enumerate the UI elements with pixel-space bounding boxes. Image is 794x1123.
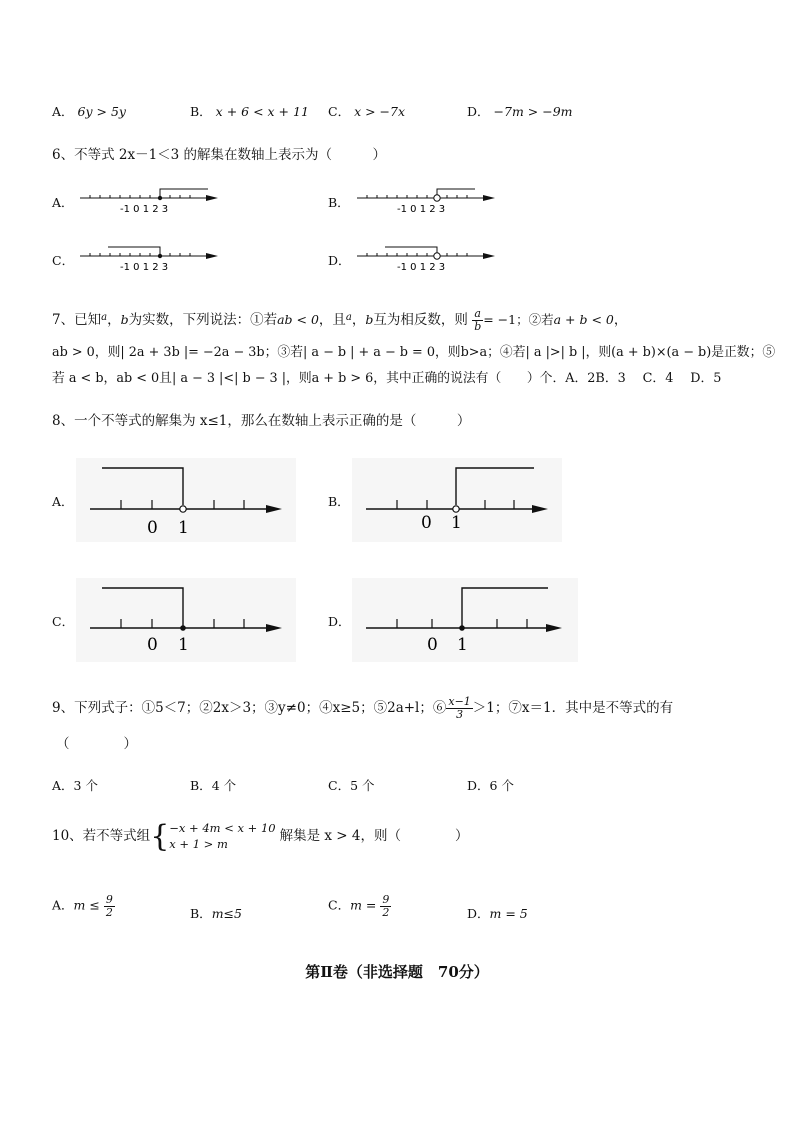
q5-option-b[interactable] [190,102,309,120]
q7-line-1: 7、已知$^a$，b为实数，下列说法：①若ab < 0，且$^a$，b互为相反数，则 $\frac{a}{b}$ = −1；②若a + b < 0， [52,307,628,333]
q9-option-d[interactable]: D．6 个 [467,778,514,793]
option-key: C． [328,104,351,119]
brace-icon: { [150,818,170,854]
q7-line-2: ab > 0，则| 2a + 3b |= −2a − 3b；③若| a − b | + a − b = 0，则b>a；④若| a |>| b |，则(a + b)×(a − b)是正数；⑤ [52,345,776,360]
q7-line-3: 若 a < b，ab < 0且| a − 3 |<| b − 3 |，则a + b > 6，其中正确的说法有（ ）个．A．2B．3 C．4 D．5 [52,371,722,386]
q6-option-b-key[interactable]: B． [328,195,350,210]
q9-option-a[interactable]: A．3 个 [52,778,98,793]
svg-text:1: 1 [451,513,462,533]
tick-labels: -1 0 1 2 3 [397,262,446,273]
q5-option-d[interactable] [467,102,573,120]
q5-option-a[interactable] [52,102,126,120]
q6-number-line-c [78,242,220,274]
q8-figure-d [352,578,578,662]
option-text: x + 6 < x + 11 [215,104,309,119]
q8-figure-a [76,458,296,542]
option-key: B． [190,104,212,119]
option-key: A． [52,104,74,119]
svg-text:0: 0 [147,518,158,538]
q9-option-c[interactable]: C．5 个 [328,778,375,793]
q10-option-b[interactable]: B．m≤5 [190,906,242,921]
option-key: D． [467,104,490,119]
q8-option-c-key[interactable]: C． [52,614,75,629]
q10-option-d[interactable]: D．m = 5 [467,906,528,921]
q8-figure-b [352,458,562,542]
q6-number-line-b [355,184,497,216]
tick-labels: -1 0 1 2 3 [120,262,169,273]
tick-labels: -1 0 1 2 3 [397,204,446,215]
q6-number-line-d [355,242,497,274]
option-text: 6y > 5y [77,104,126,119]
svg-text:0: 0 [427,635,438,655]
q8-figure-c [76,578,296,662]
option-text: x > −7x [354,104,406,119]
svg-text:1: 1 [457,635,468,655]
svg-text:0: 0 [421,513,432,533]
q9-option-b[interactable]: B．4 个 [190,778,237,793]
q9-paren: （ ） [56,736,137,752]
q10-stem: 10、若不等式组{ −x + 4m < x + 10 x + 1 > m 解集是 x > 4，则（ ） [52,818,469,854]
q8-stem: 8、一个不等式的解集为 x≤1，那么在数轴上表示正确的是（ ） [52,413,471,429]
q6-option-a-key[interactable]: A． [52,195,74,210]
svg-text:1: 1 [178,518,189,538]
q9-fraction: $\frac{x-1}{3}$ [448,695,471,721]
svg-text:0: 0 [147,635,158,655]
q5-option-c[interactable] [328,102,405,120]
q8-option-d-key[interactable]: D． [328,614,351,629]
q7-fraction: $\frac{a}{b}$ [474,307,482,333]
q10-option-c[interactable]: C．m = $\frac{9}{2}$ [328,893,390,919]
svg-text:1: 1 [178,635,189,655]
q10-option-a[interactable]: A．m ≤ $\frac{9}{2}$ [52,893,113,919]
tick-labels: -1 0 1 2 3 [120,204,169,215]
q8-option-a-key[interactable]: A． [52,494,74,509]
section-title: 第Ⅱ卷（非选择题 70分） [305,963,489,981]
option-text: −7m > −9m [493,104,573,119]
q6-stem: 6、不等式 2x－1＜3 的解集在数轴上表示为（ ） [52,147,387,163]
q8-option-b-key[interactable]: B． [328,494,350,509]
q6-number-line-a [78,184,220,216]
q9-stem: 9、下列式子：①5＜7；②2x＞3；③y≠0；④x≥5；⑤2a+l；⑥ $\frac{x-1}{3}$ ＞1；⑦x＝1．其中是不等式的有 [52,695,674,721]
q6-option-c-key[interactable]: C． [52,253,75,268]
q6-option-d-key[interactable]: D． [328,253,351,268]
inequality-system: −x + 4m < x + 10 x + 1 > m [169,821,276,851]
